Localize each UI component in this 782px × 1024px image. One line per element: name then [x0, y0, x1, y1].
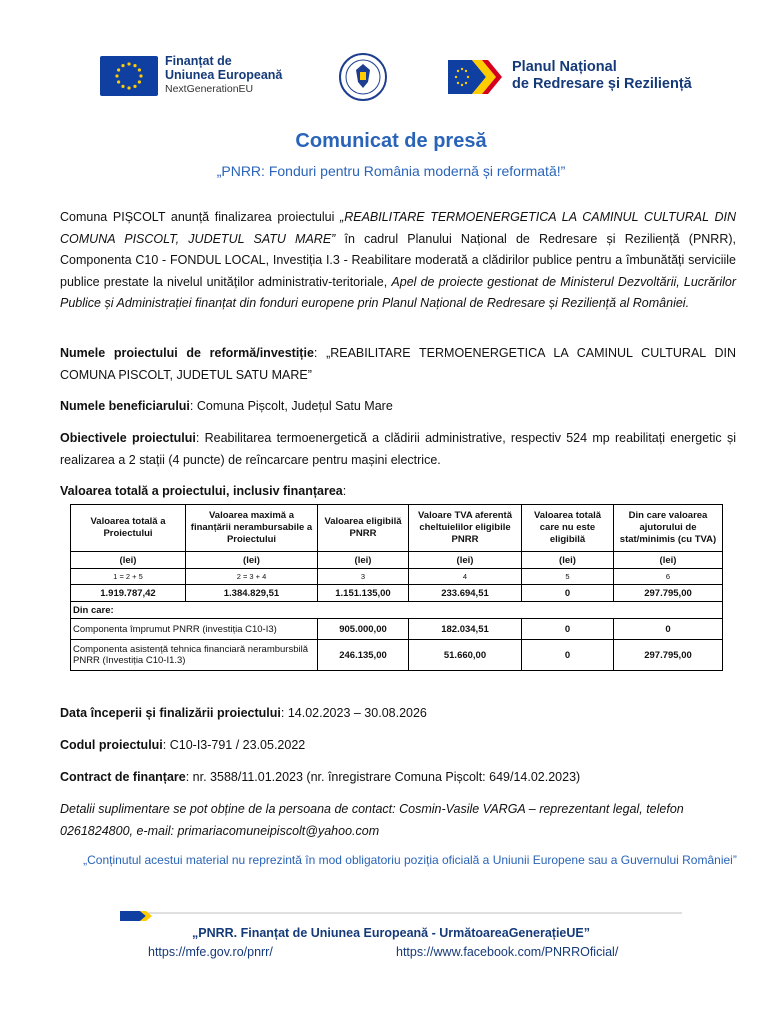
- pnrr-line-1: Planul Național: [512, 59, 617, 75]
- formula-cell: 5: [522, 569, 614, 585]
- row-value: 297.795,00: [614, 640, 723, 671]
- code-value: : C10-I3-791 / 23.05.2022: [162, 738, 306, 752]
- footer-link-facebook[interactable]: https://www.facebook.com/PNRROficial/: [396, 945, 619, 959]
- disclaimer: „Conținutul acestui material nu reprezintă în mod obligatoriu poziția oficială a Uniunii Europene sau a Guvernului României”: [83, 853, 737, 867]
- total-cell: 1.384.829,51: [186, 585, 318, 602]
- eu-funding-label: [165, 54, 282, 96]
- total-cell: 1.919.787,42: [71, 585, 186, 602]
- pnrr-line-2: de Redresare și Reziliență: [512, 76, 692, 92]
- financing-table: [70, 504, 723, 671]
- table-header-cell: Valoarea eligibilă PNRR: [318, 505, 409, 552]
- row-value: 0: [614, 619, 723, 640]
- table-header-cell: Valoarea totală a Proiectului: [71, 505, 186, 552]
- eu-line-3: NextGenerationEU: [165, 83, 254, 95]
- footer-title: „PNRR. Finanțat de Uniunea Europeană - UrmătoareaGenerațieUE”: [191, 926, 590, 940]
- dates-paragraph: [60, 703, 736, 725]
- formula-cell: 1 = 2 + 5: [71, 569, 186, 585]
- objectives-paragraph: [60, 428, 736, 471]
- formula-cell: 6: [614, 569, 723, 585]
- unit-cell: (lei): [614, 552, 723, 569]
- romanian-government-seal-icon: [338, 52, 388, 102]
- unit-cell: (lei): [318, 552, 409, 569]
- table-header-cell: Din care valoarea ajutorului de stat/minimis (cu TVA): [614, 505, 723, 552]
- dates-value: : 14.02.2023 – 30.08.2026: [280, 706, 427, 720]
- eu-line-2: Uniunea Europeană: [165, 68, 283, 82]
- row-value: 246.135,00: [318, 640, 409, 671]
- objectives-value: : Reabilitarea termoenergetică a clădirii administrative, respectiv 524 mp reabilitați energetic și realizarea a 2 stații (4 puncte) de reîncarcare pentru mașini electrice.: [60, 431, 736, 467]
- total-cell: 233.694,51: [409, 585, 522, 602]
- row-label: Componenta asistență tehnica financiară nerambursbilă PNRR (Investiția C10-I1.3): [71, 640, 318, 671]
- footer-divider: [120, 912, 682, 914]
- intro-text-1: Comuna PIȘCOLT anunță finalizarea proiectului: [60, 210, 341, 224]
- project-name-label: Numele proiectului de reformă/investiție: [60, 346, 314, 360]
- beneficiary-label: Numele beneficiarului: [60, 399, 190, 413]
- beneficiary-paragraph: [60, 396, 736, 418]
- table-header-row: [71, 505, 723, 552]
- table-row: [71, 640, 723, 671]
- value-heading-label: Valoarea totală a proiectului, inclusiv finanțarea: [60, 484, 343, 498]
- dates-label: Data începerii și finalizării proiectului: [60, 706, 281, 720]
- table-header-cell: Valoare TVA aferentă cheltuielilor eligibile PNRR: [409, 505, 522, 552]
- code-paragraph: [60, 735, 736, 757]
- code-label: Codul proiectului: [60, 738, 163, 752]
- total-cell: 297.795,00: [614, 585, 723, 602]
- objectives-label: Obiectivele proiectului: [60, 431, 196, 445]
- row-value: 0: [522, 619, 614, 640]
- contract-paragraph: [60, 767, 736, 789]
- page-subtitle: „PNRR: Fonduri pentru România modernă și reformată!”: [216, 163, 566, 179]
- intro-text-3: Apel de proiecte gestionat de Ministerul Dezvoltării, Lucrărilor Publice și Administrației finanțat din fonduri europene prin Planul Național de Redresare și Reziliență al României.: [60, 274, 737, 310]
- unit-cell: (lei): [409, 552, 522, 569]
- pnrr-logo-icon: [448, 60, 502, 94]
- pnrr-label: [512, 59, 692, 93]
- footer-arrow-icon: [120, 908, 154, 918]
- value-heading: [60, 481, 736, 503]
- formula-cell: 4: [409, 569, 522, 585]
- eu-line-1: Finanțat de: [165, 54, 232, 68]
- table-totals-row: [71, 585, 723, 602]
- table-header-cell: Valoarea totală care nu este eligibilă: [522, 505, 614, 552]
- page-title: Comunicat de presă: [295, 130, 487, 152]
- formula-cell: 2 = 3 + 4: [186, 569, 318, 585]
- contract-value: : nr. 3588/11.01.2023 (nr. înregistrare Comuna Pișcolt: 649/14.02.2023): [185, 770, 581, 784]
- value-heading-colon: :: [342, 484, 347, 498]
- project-name-value: : „REABILITARE TERMOENERGETICA LA CAMINUL CULTURAL DIN COMUNA PISCOLT, JUDETUL SATU MARE”: [60, 346, 736, 382]
- table-row: [71, 619, 723, 640]
- intro-text-2: în cadrul Planului Național de Redresare și Reziliență (PNRR), Componenta C10 - FONDUL LOCAL, Investiția I.3 - Reabilitare moderată a clădirilor publice pentru a îmbunătăți serviciile publice prestate la nivelul unităților administrativ-teritoriale,: [60, 231, 736, 289]
- footer-link-mfe[interactable]: https://mfe.gov.ro/pnrr/: [148, 945, 273, 959]
- din-care-label: Din care:: [71, 602, 723, 619]
- table-header-cell: Valoarea maximă a finanțării nerambursabile a Proiectului: [186, 505, 318, 552]
- contract-label: Contract de finanțare: [60, 770, 186, 784]
- formula-cell: 3: [318, 569, 409, 585]
- table-unit-row: [71, 552, 723, 569]
- table-din-care-row: [71, 602, 723, 619]
- total-cell: 0: [522, 585, 614, 602]
- intro-project-title: „REABILITARE TERMOENERGETICA LA CAMINUL CULTURAL DIN COMUNA PISCOLT, JUDETUL SATU MARE”: [60, 210, 736, 246]
- row-value: 905.000,00: [318, 619, 409, 640]
- unit-cell: (lei): [186, 552, 318, 569]
- table-formula-row: [71, 569, 723, 585]
- unit-cell: (lei): [522, 552, 614, 569]
- row-label: Componenta împrumut PNRR (investiția C10-I3): [71, 619, 318, 640]
- beneficiary-value: : Comuna Pișcolt, Județul Satu Mare: [189, 399, 393, 413]
- row-value: 51.660,00: [409, 640, 522, 671]
- eu-flag-logo: [100, 56, 158, 96]
- total-cell: 1.151.135,00: [318, 585, 409, 602]
- unit-cell: (lei): [71, 552, 186, 569]
- project-name-paragraph: [60, 343, 736, 386]
- contact-paragraph: Detalii suplimentare se pot obține de la persoana de contact: Cosmin-Vasile VARGA – reprezentant legal, telefon 0261824800, e-mail: primariacomuneipiscolt@yahoo.com: [60, 802, 684, 838]
- row-value: 182.034,51: [409, 619, 522, 640]
- intro-paragraph: [60, 207, 736, 315]
- row-value: 0: [522, 640, 614, 671]
